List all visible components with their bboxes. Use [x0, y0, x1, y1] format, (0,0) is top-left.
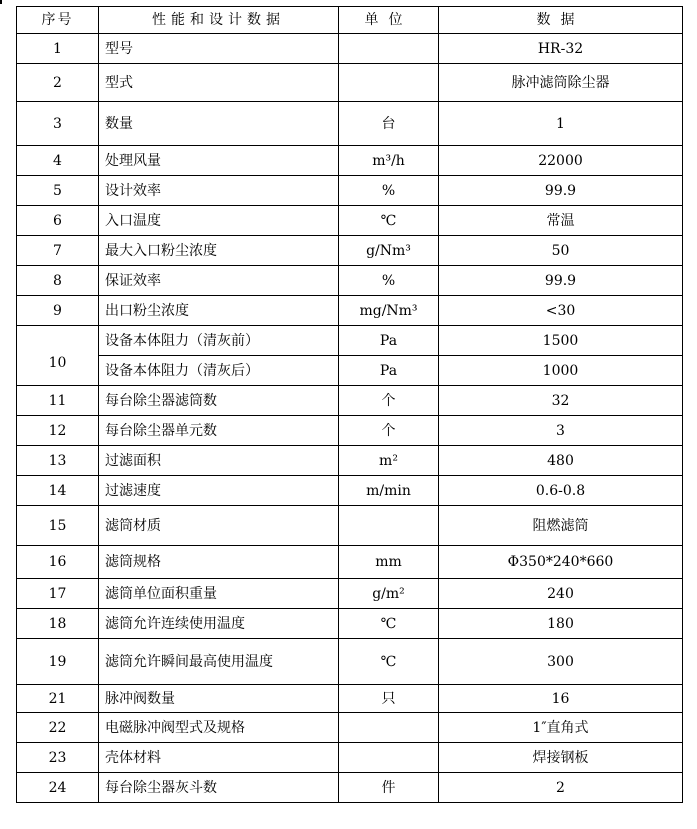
- table-row: [17, 476, 683, 506]
- row-no: 11: [17, 386, 99, 416]
- row-no: 16: [17, 546, 99, 579]
- row-unit: 件: [339, 773, 439, 803]
- row-name: 设计效率: [99, 176, 339, 206]
- row-value: HR-32: [439, 34, 683, 64]
- row-value: 3: [439, 416, 683, 446]
- row-no: 5: [17, 176, 99, 206]
- table-row: [17, 176, 683, 206]
- row-no: 14: [17, 476, 99, 506]
- row-name: 电磁脉冲阀型式及规格: [99, 713, 339, 743]
- header-name: 性能和设计数据: [99, 7, 339, 34]
- row-value: 99.9: [439, 176, 683, 206]
- row-name: 过滤速度: [99, 476, 339, 506]
- row-name: 壳体材料: [99, 743, 339, 773]
- row-unit: mg/Nm³: [339, 296, 439, 326]
- row-unit: m/min: [339, 476, 439, 506]
- row-no: 3: [17, 102, 99, 146]
- row-no: 2: [17, 64, 99, 102]
- row-value: <30: [439, 296, 683, 326]
- row-no: 15: [17, 506, 99, 546]
- row-value: 480: [439, 446, 683, 476]
- row-name: 数量: [99, 102, 339, 146]
- table-row: [17, 102, 683, 146]
- row-name: 出口粉尘浓度: [99, 296, 339, 326]
- row-no: 10: [17, 326, 99, 386]
- table-row: [17, 236, 683, 266]
- row-unit: ℃: [339, 206, 439, 236]
- table-row: [17, 146, 683, 176]
- header-unit: 单位: [339, 7, 439, 34]
- row-value: 1″直角式: [439, 713, 683, 743]
- row-value: 焊接钢板: [439, 743, 683, 773]
- row-unit: m³/h: [339, 146, 439, 176]
- row-value: 16: [439, 685, 683, 713]
- table-row: [17, 609, 683, 639]
- row-name: 滤筒材质: [99, 506, 339, 546]
- row-name: 处理风量: [99, 146, 339, 176]
- table-row: [17, 685, 683, 713]
- row-value: 1500: [439, 326, 683, 356]
- table-row: [17, 446, 683, 476]
- header-value: 数据: [439, 7, 683, 34]
- row-no: 22: [17, 713, 99, 743]
- table-row: [17, 296, 683, 326]
- table-row: [17, 546, 683, 579]
- row-no: 24: [17, 773, 99, 803]
- row-no: 7: [17, 236, 99, 266]
- table-row: [17, 266, 683, 296]
- table-row: [17, 356, 683, 386]
- row-value: 0.6-0.8: [439, 476, 683, 506]
- row-name: 型式: [99, 64, 339, 102]
- table-row: [17, 64, 683, 102]
- row-no: 23: [17, 743, 99, 773]
- row-unit: m²: [339, 446, 439, 476]
- row-name: 滤筒规格: [99, 546, 339, 579]
- table-row: [17, 713, 683, 743]
- row-name: 最大入口粉尘浓度: [99, 236, 339, 266]
- row-name: 设备本体阻力（清灰后）: [99, 356, 339, 386]
- row-name: 设备本体阻力（清灰前）: [99, 326, 339, 356]
- row-name: 每台除尘器灰斗数: [99, 773, 339, 803]
- row-name: 脉冲阀数量: [99, 685, 339, 713]
- table-row: [17, 206, 683, 236]
- row-no: 1: [17, 34, 99, 64]
- row-name: 每台除尘器单元数: [99, 416, 339, 446]
- row-name: 滤筒单位面积重量: [99, 579, 339, 609]
- table-row: [17, 386, 683, 416]
- row-value: 240: [439, 579, 683, 609]
- row-unit: mm: [339, 546, 439, 579]
- table-row: [17, 639, 683, 685]
- header-row: [17, 7, 683, 34]
- header-no: 序号: [17, 7, 99, 34]
- table-row: [17, 773, 683, 803]
- row-no: 19: [17, 639, 99, 685]
- row-unit: [339, 506, 439, 546]
- table-row: [17, 579, 683, 609]
- row-unit: g/m²: [339, 579, 439, 609]
- row-unit: [339, 64, 439, 102]
- row-unit: [339, 713, 439, 743]
- row-name: 滤筒允许瞬间最高使用温度: [99, 639, 339, 685]
- row-unit: 个: [339, 416, 439, 446]
- row-value: 2: [439, 773, 683, 803]
- row-no: 9: [17, 296, 99, 326]
- row-no: 13: [17, 446, 99, 476]
- table-row: [17, 326, 683, 356]
- row-unit: [339, 743, 439, 773]
- spec-table: [16, 6, 683, 803]
- table-row: [17, 506, 683, 546]
- row-name: 型号: [99, 34, 339, 64]
- row-unit: Pa: [339, 326, 439, 356]
- row-name: 滤筒允许连续使用温度: [99, 609, 339, 639]
- row-no: 18: [17, 609, 99, 639]
- row-unit: ℃: [339, 609, 439, 639]
- row-no: 21: [17, 685, 99, 713]
- row-unit: ℃: [339, 639, 439, 685]
- row-value: 99.9: [439, 266, 683, 296]
- row-unit: %: [339, 266, 439, 296]
- row-value: Φ350*240*660: [439, 546, 683, 579]
- row-value: 180: [439, 609, 683, 639]
- row-unit: g/Nm³: [339, 236, 439, 266]
- row-value: 300: [439, 639, 683, 685]
- row-name: 每台除尘器滤筒数: [99, 386, 339, 416]
- row-unit: %: [339, 176, 439, 206]
- row-unit: [339, 34, 439, 64]
- row-value: 阻燃滤筒: [439, 506, 683, 546]
- table-row: [17, 416, 683, 446]
- row-unit: 台: [339, 102, 439, 146]
- row-unit: Pa: [339, 356, 439, 386]
- corner-mark: [0, 0, 2, 4]
- table-row: [17, 743, 683, 773]
- row-value: 1000: [439, 356, 683, 386]
- row-unit: 个: [339, 386, 439, 416]
- row-no: 4: [17, 146, 99, 176]
- row-unit: 只: [339, 685, 439, 713]
- table-row: [17, 34, 683, 64]
- row-name: 过滤面积: [99, 446, 339, 476]
- row-value: 32: [439, 386, 683, 416]
- row-value: 1: [439, 102, 683, 146]
- row-value: 22000: [439, 146, 683, 176]
- row-value: 常温: [439, 206, 683, 236]
- row-value: 脉冲滤筒除尘器: [439, 64, 683, 102]
- row-name: 入口温度: [99, 206, 339, 236]
- row-no: 17: [17, 579, 99, 609]
- row-no: 8: [17, 266, 99, 296]
- row-name: 保证效率: [99, 266, 339, 296]
- row-value: 50: [439, 236, 683, 266]
- row-no: 12: [17, 416, 99, 446]
- row-no: 6: [17, 206, 99, 236]
